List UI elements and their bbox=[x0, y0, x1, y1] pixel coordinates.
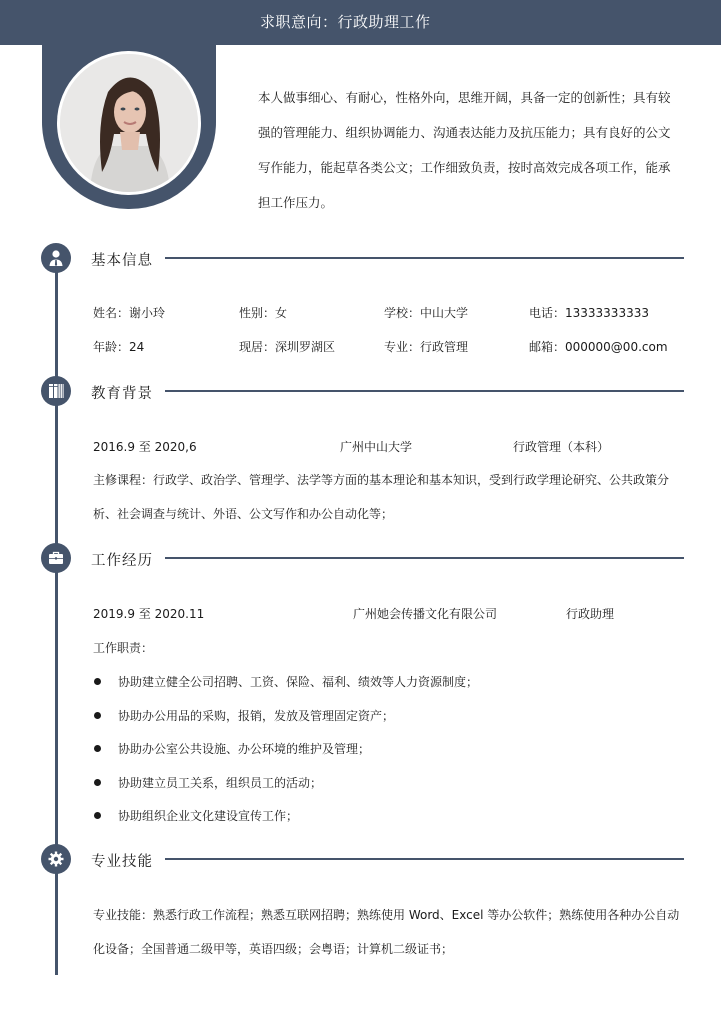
skills-text: 专业技能：熟悉行政工作流程；熟悉互联网招聘；熟练使用 Word、Excel 等办公软件；熟练使用各种办公自动化设备；全国普通二级甲等，英语四级；会粤语；计算机二级证书； bbox=[93, 908, 680, 956]
duty-item: 协助建立健全公司招聘、工资、保险、福利、绩效等人力资源制度； bbox=[118, 675, 479, 689]
books-icon bbox=[41, 376, 71, 406]
work-duties-label: 工作职责： bbox=[93, 641, 154, 655]
field-email: 邮箱：000000@00.com bbox=[529, 340, 668, 354]
duty-item: 协助办公用品的采购，报销，发放及管理固定资产； bbox=[118, 709, 395, 723]
duty-item: 协助组织企业文化建设宣传工作； bbox=[118, 809, 299, 823]
portrait-illustration bbox=[60, 54, 198, 192]
field-major: 专业：行政管理 bbox=[384, 340, 469, 354]
bullet-icon bbox=[94, 779, 101, 786]
field-school: 学校：中山大学 bbox=[384, 306, 469, 320]
work-period: 2019.9 至 2020.11 bbox=[93, 607, 205, 621]
work-company: 广州她会传播文化有限公司 bbox=[353, 607, 498, 621]
bullet-icon bbox=[94, 745, 101, 752]
education-period: 2016.9 至 2020,6 bbox=[93, 440, 197, 454]
education-courses: 主修课程：行政学、政治学、管理学、法学等方面的基本理论和基本知识，受到行政学理论研究、公共政策分析、社会调查与统计、外语、公文写作和办公自动化等； bbox=[93, 473, 670, 521]
education-degree: 行政管理（本科） bbox=[513, 440, 610, 454]
section-divider bbox=[165, 858, 684, 860]
job-objective-title: 求职意向：行政助理工作 bbox=[260, 13, 431, 31]
section-divider bbox=[165, 257, 684, 259]
bullet-icon bbox=[94, 678, 101, 685]
section-title-skills: 专业技能 bbox=[91, 854, 153, 870]
section-divider bbox=[165, 557, 684, 559]
field-gender: 性别：女 bbox=[239, 306, 288, 320]
profile-photo bbox=[60, 54, 198, 192]
duty-item: 协助建立员工关系，组织员工的活动； bbox=[118, 776, 323, 790]
gear-icon bbox=[41, 844, 71, 874]
field-age: 年龄：24 bbox=[93, 340, 145, 354]
education-school: 广州中山大学 bbox=[340, 440, 413, 454]
duty-item: 协助办公室公共设施、办公环境的维护及管理； bbox=[118, 742, 371, 756]
bullet-icon bbox=[94, 712, 101, 719]
field-name: 姓名：谢小玲 bbox=[93, 306, 166, 320]
field-phone: 电话：13333333333 bbox=[529, 306, 649, 320]
section-divider bbox=[165, 390, 684, 392]
bullet-icon bbox=[94, 812, 101, 819]
field-residence: 现居：深圳罗湖区 bbox=[239, 340, 336, 354]
briefcase-icon bbox=[41, 543, 71, 573]
section-title-education: 教育背景 bbox=[91, 386, 153, 402]
section-title-work: 工作经历 bbox=[91, 553, 153, 569]
work-position: 行政助理 bbox=[566, 607, 615, 621]
person-icon bbox=[41, 243, 71, 273]
section-title-basic-info: 基本信息 bbox=[91, 253, 153, 269]
self-introduction: 本人做事细心、有耐心，性格外向，思维开阔，具备一定的创新性；具有较强的管理能力、组织协调能力、沟通表达能力及抗压能力；具有良好的公文写作能力，能起草各类公文；工作细致负责，按时高效完成各项工作，能承担工作压力。 bbox=[258, 90, 671, 210]
